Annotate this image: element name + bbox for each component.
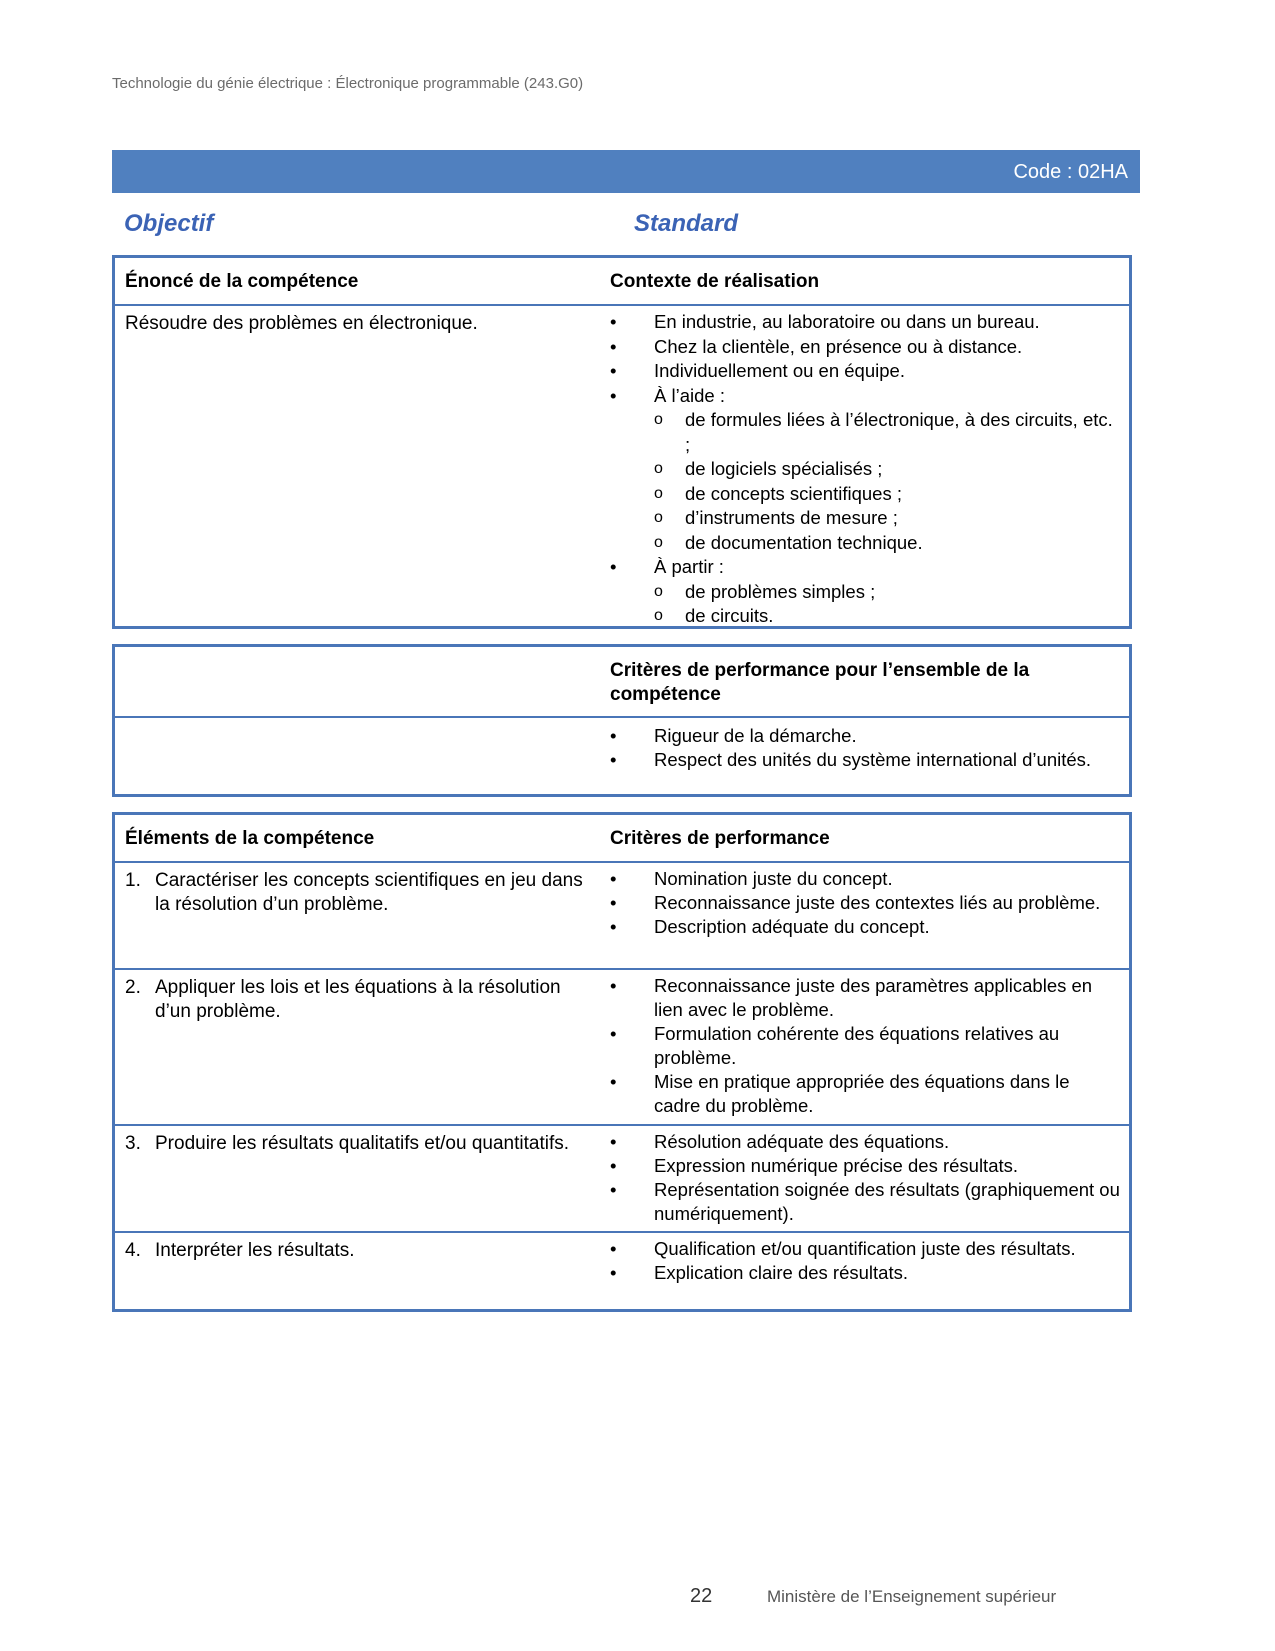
standard-title: Standard — [634, 210, 739, 237]
criteria-item: • Expression numérique précise des résultats. — [610, 1154, 1120, 1178]
criteria-item: • Nomination juste du concept. — [610, 867, 1120, 891]
contexte-item: • À l’aide : o de formules liées à l’électronique, à des circuits, etc. ; o de logiciels spécialisés ; o de concepts scientifiques ; o d’instruments de mesure ; o de documentation technique. — [610, 384, 1120, 556]
aide-subitem: o de formules liées à l’électronique, à des circuits, etc. ; — [654, 408, 1120, 457]
elements-header: Éléments de la compétence — [125, 828, 375, 849]
code-bar — [112, 150, 1140, 193]
contexte-item: • À partir : o de problèmes simples ; o de circuits. — [610, 555, 1120, 629]
competence-header-row — [115, 258, 1129, 304]
criteria-list — [610, 974, 1120, 1118]
contexte-list — [610, 310, 1120, 629]
ministry-label: Ministère de l’Enseignement supérieur — [766, 1587, 1057, 1606]
criteria-item: • Explication claire des résultats. — [610, 1261, 1120, 1285]
contexte-header: Contexte de réalisation — [610, 271, 820, 292]
page-footer — [690, 1585, 1090, 1608]
criteria-item: • Résolution adéquate des équations. — [610, 1130, 1120, 1154]
element-row — [115, 968, 1129, 1126]
code-label: Code : 02HA — [1013, 161, 1128, 183]
contexte-item: • Individuellement ou en équipe. — [610, 359, 1120, 384]
criteres-header: Critères de performance — [610, 828, 830, 849]
competence-box — [112, 255, 1132, 629]
elements-box — [112, 812, 1132, 1312]
ensemble-item: • Rigueur de la démarche. — [610, 724, 1120, 748]
contexte-item: • Chez la clientèle, en présence ou à distance. — [610, 335, 1120, 360]
criteria-item: • Mise en pratique appropriée des équations dans le cadre du problème. — [610, 1070, 1120, 1118]
enonce-text: Résoudre des problèmes en électronique. — [125, 313, 478, 334]
program-header: Technologie du génie électrique : Électronique programmable (243.G0) — [112, 75, 584, 92]
ensemble-header: Critères de performance pour l’ensemble de la compétence — [610, 660, 1030, 705]
element-text: 3. Produire les résultats qualitatifs et/ou quantitatifs. — [125, 1133, 570, 1154]
ensemble-box — [112, 644, 1132, 797]
criteria-item: • Description adéquate du concept. — [610, 915, 1120, 939]
element-text: 4. Interpréter les résultats. — [125, 1240, 355, 1261]
element-row — [115, 1124, 1129, 1233]
aide-subitem: o d’instruments de mesure ; — [654, 506, 1120, 531]
ensemble-body-row — [115, 716, 1129, 796]
criteria-item: • Reconnaissance juste des contextes liés au problème. — [610, 891, 1120, 915]
partir-subitem: o de problèmes simples ; — [654, 580, 1120, 605]
elements-header-row — [115, 815, 1129, 861]
element-row — [115, 1231, 1129, 1311]
element-row — [115, 861, 1129, 970]
element-text: 1. Caractériser les concepts scientifiques en jeu dans la résolution d’un problème. — [125, 870, 583, 915]
objectif-title: Objectif — [124, 210, 214, 237]
contexte-item: • En industrie, au laboratoire ou dans un bureau. — [610, 310, 1120, 335]
criteria-item: • Qualification et/ou quantification juste des résultats. — [610, 1237, 1120, 1261]
criteria-item: • Formulation cohérente des équations relatives au problème. — [610, 1022, 1120, 1070]
criteria-item: • Représentation soignée des résultats (graphiquement ou numériquement). — [610, 1178, 1120, 1226]
ensemble-item: • Respect des unités du système international d’unités. — [610, 748, 1120, 772]
page-number: 22 — [690, 1585, 713, 1607]
aide-subitem: o de documentation technique. — [654, 531, 1120, 556]
aide-subitem: o de logiciels spécialisés ; — [654, 457, 1120, 482]
ensemble-header-row — [115, 647, 1129, 716]
criteria-list — [610, 867, 1120, 939]
element-text: 2. Appliquer les lois et les équations à la résolution d’un problème. — [125, 977, 561, 1022]
criteria-list — [610, 1237, 1120, 1285]
ensemble-list — [610, 724, 1120, 772]
enonce-header: Énoncé de la compétence — [125, 271, 359, 292]
criteria-item: • Reconnaissance juste des paramètres applicables en lien avec le problème. — [610, 974, 1120, 1022]
criteria-list — [610, 1130, 1120, 1226]
partir-subitem: o de circuits. — [654, 604, 1120, 629]
competence-body-row — [115, 304, 1129, 626]
aide-subitem: o de concepts scientifiques ; — [654, 482, 1120, 507]
